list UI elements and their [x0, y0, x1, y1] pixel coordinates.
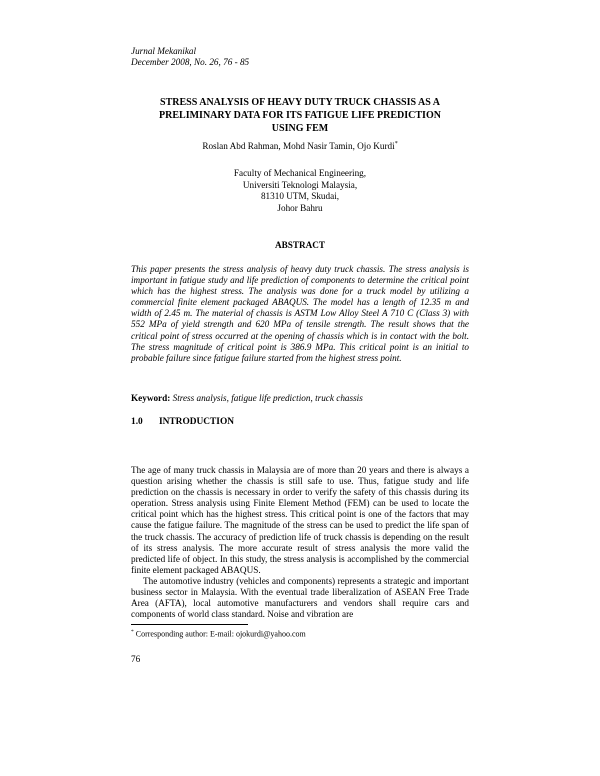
title-line-2: PRELIMINARY DATA FOR ITS FATIGUE LIFE PREDICTION — [159, 110, 441, 121]
affiliation-line: Faculty of Mechanical Engineering, — [233, 168, 367, 178]
journal-name: Jurnal Mekanikal — [131, 46, 197, 56]
section-title: INTRODUCTION — [159, 417, 235, 427]
page-number: 76 — [131, 654, 141, 664]
affiliation — [131, 168, 469, 214]
keywords — [131, 393, 469, 404]
journal-issue: December 2008, No. 26, 76 - 85 — [131, 57, 250, 67]
abstract-text: This paper presents the stress analysis of heavy duty truck chassis. The stress analysis is important in fatigue study and life prediction of components to determine the critical point which has the highest stress. The analysis was done for a truck model by utilizing a commercial finite element packaged ABAQUS. The model has a length of 12.35 m and width of 2.45 m. The material of chassis is ASTM Low Alloy Steel A 710 C (Class 3) with 552 MPa of yield strength and 620 MPa of tensile strength. The result shows that the critical point of stress occurred at the opening of chassis which is in contact with the bolt. The stress magnitude of critical point is 386.9 MPa. This critical point is an initial to probable failure since fatigue failure started from the highest stress point. — [131, 264, 469, 363]
author-names: Roslan Abd Rahman, Mohd Nasir Tamin, Ojo Kurdi — [202, 141, 395, 151]
keywords-text: Stress analysis, fatigue life prediction, truck chassis — [172, 393, 363, 403]
paragraph: The age of many truck chassis in Malaysia are of more than 20 years and there is always a question arising whether the chassis is still safe to use. Thus, fatigue study and life prediction on the chassis is necessary in order to verify the safety of this chassis during its operation. Stress analysis using Finite Element Method (FEM) can be used to locate the critical point which has the highest stress. This critical point is one of the factors that may cause the fatigue failure. The magnitude of the stress can be used to predict the life span of the truck chassis. The accuracy of prediction life of truck chassis is depending on the result of its stress analysis. The more accurate result of stress analysis the more valid the predicted life of object. In this study, the stress analysis is accomplished by the commercial finite element packaged ABAQUS. — [131, 465, 469, 575]
title-line-3: USING FEM — [271, 123, 329, 134]
affiliation-line: 81310 UTM, Skudai, — [260, 191, 340, 202]
title-line-1: STRESS ANALYSIS OF HEAVY DUTY TRUCK CHASSIS AS A — [160, 97, 440, 108]
corresponding-mark: * — [394, 140, 398, 147]
affiliation-line: Johor Bahru — [277, 202, 323, 213]
section-heading — [131, 417, 234, 427]
footnote-text: Corresponding author: E-mail: ojokurdi@yahoo.com — [133, 629, 306, 639]
footnote-mark: * — [131, 629, 134, 635]
footnote — [131, 627, 306, 640]
introduction-body — [131, 465, 469, 620]
affiliation-line: Universiti Teknologi Malaysia, — [242, 179, 358, 190]
paper-title — [131, 96, 469, 135]
abstract-heading: ABSTRACT — [274, 240, 326, 250]
journal-header — [131, 46, 249, 68]
section-number: 1.0 — [131, 417, 143, 427]
author-list — [131, 140, 469, 152]
paragraph: The automotive industry (vehicles and components) represents a strategic and important business sector in Malaysia. With the eventual trade liberalization of ASEAN Free Trade Area (AFTA), local automotive manufacturers and vendors shall require cars and components of world class standard. Noise and vibration are — [131, 575, 469, 620]
keywords-label: Keyword: — [131, 393, 171, 403]
footnote-divider — [131, 624, 248, 625]
